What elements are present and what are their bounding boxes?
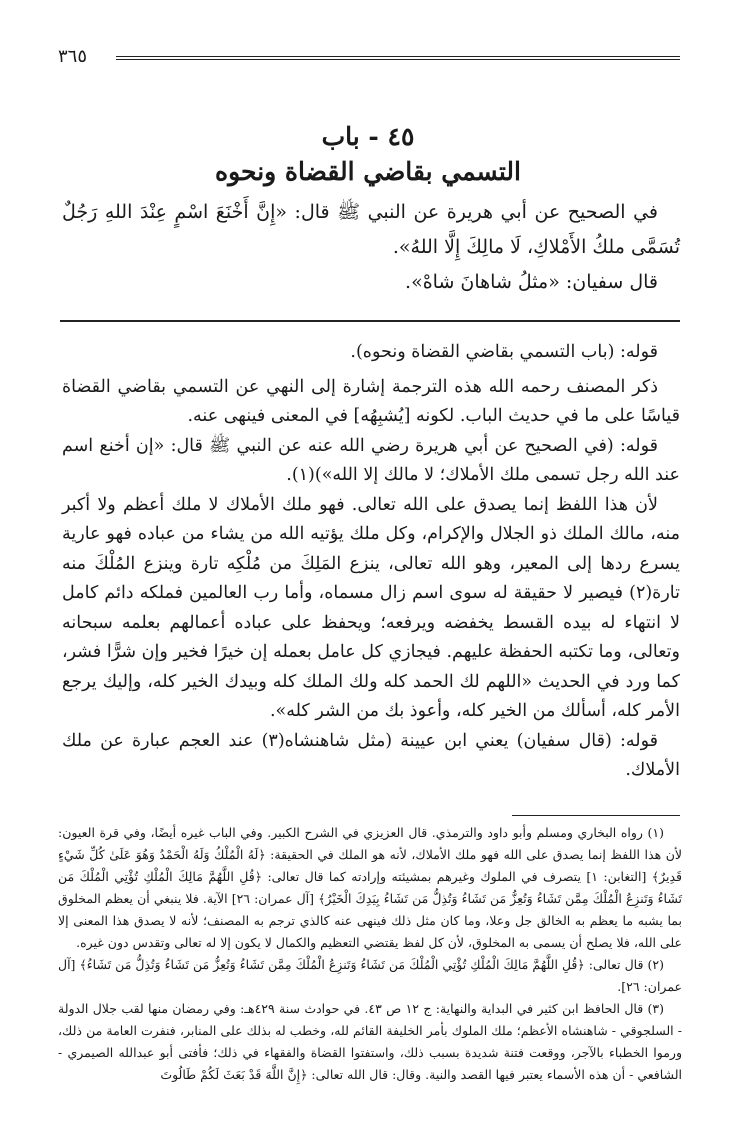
footnote-rule xyxy=(512,815,680,816)
footnotes xyxy=(58,822,682,1086)
commentary-paragraph-2: ذكر المصنف رحمه الله هذه الترجمة إشارة إلى النهي عن التسمي بقاضي القضاة قياسًا على ما في حديث الباب. لكونه [يُشبِهُه] في المعنى فينهى عنه. xyxy=(62,376,680,426)
footnote-2: (٢) قال تعالى: ﴿قُلِ اللَّهُمَّ مَالِكَ الْمُلْكِ تُؤْتِي الْمُلْكَ مَن تَشَاءُ وَتَنزِعُ الْمُلْكَ مِمَّن تَشَاءُ وَتُعِزُّ مَن تَشَاءُ وَتُذِلُّ مَن تَشَاءُ﴾ [آل عمران: ٢٦]. xyxy=(58,957,682,994)
chapter-title: التسمي بقاضي القضاة ونحوه xyxy=(215,157,521,186)
footnote-1: (١) رواه البخاري ومسلم وأبو داود والترمذي. قال العزيزي في الشرح الكبير. وفي الباب غيره أيضًا، وفي قرة العيون: لأن هذا اللفظ إنما يصدق على الله فهو ملك الأملاك، لأنه هو الملك في الحقيقة: ﴿لَهُ الْمُلْكُ وَلَهُ الْحَمْدُ وَهُوَ عَلَىٰ كُلِّ شَيْءٍ قَدِيرٌ﴾ [التغابن: ١] يتصرف في الملوك وغيرهم بمشيئته وإرادته كما قال تعالى: ﴿قُلِ اللَّهُمَّ مَالِكَ الْمُلْكِ تُؤْتِي الْمُلْكَ مَن تَشَاءُ وَتَنزِعُ الْمُلْكَ مِمَّن تَشَاءُ وَتُعِزُّ مَن تَشَاءُ وَتُذِلُّ مَن تَشَاءُ بِيَدِكَ الْخَيْرُ﴾ [آل عمران: ٢٦] الآية. فلا ينبغي أن يعظم المخلوق بما يشبه ما يعظم به الخالق جل وعلا، وما كان مثل ذلك فينهى عنه كالذي ترجم به المصنف؛ لأنه لا يصدق هذا المعنى إلا على الله، فلا يصلح أن يسمى به المخلوق، لأن كل لفظ يقتضي التعظيم والكمال لا يكون إلا له تعالى وتقدس دون غيره. xyxy=(58,825,682,950)
page-number: ٣٦٥ xyxy=(58,46,88,67)
commentary-paragraph-4: لأن هذا اللفظ إنما يصدق على الله تعالى. فهو ملك الأملاك لا ملك أعظم ولا أكبر منه، مالك الملك ذو الجلال والإكرام، وكل ملك يؤتيه الله من يشاء من عباده فهو عارية يسرع ردها إلى المعير، وهو الله تعالى، ينزع المَلِكَ من مُلْكِه تارة وينزع المُلْكَ منه تارة(٢) فيصير لا حقيقة له سوى اسم زال مسماه، وأما رب العالمين فملكه دائم كامل لا انتهاء له بيده القسط يخفضه ويرفعه؛ ويحفظ على عباده أعمالهم بعلمه سبحانه وتعالى، وما تكتبه الحفظة عليهم. فيجازي كل عامل بعمله إن خيرًا فخير وإن شرًّا فشر، كما ورد في الحديث «اللهم لك الحمد كله ولك الملك كله وبيدك الخير كله، وإليك يرجع الأمر كله، أسألك من الخير كله، وأعوذ بك من الشر كله». xyxy=(62,494,680,721)
footnote-3: (٣) قال الحافظ ابن كثير في البداية والنهاية: ج ١٢ ص ٤٣. في حوادث سنة ٤٢٩هـ: وفي رمضان منها لقب جلال الدولة - السلجوقي - شاهنشاه الأعظم؛ ملك الملوك بأمر الخليفة القائم لله، وخطب له بذلك على المنابر، فنفرت العامة من ذلك، ورموا الخطباء بالآجر، ووقعت فتنة شديدة بسبب ذلك، واستفتوا القضاة والفقهاء في ذلك؛ فأفتى أبو عبدالله الصيمري - الشافعي - أن هذه الأسماء يعتبر فيها القصد والنية. وقال: قال الله تعالى: ﴿إِنَّ اللَّهَ قَدْ بَعَثَ لَكُمْ طَالُوتَ xyxy=(58,1001,682,1082)
running-header xyxy=(58,46,680,70)
section-divider xyxy=(60,320,680,322)
commentary xyxy=(62,338,680,786)
commentary-paragraph-5: قوله: (قال سفيان) يعني ابن عيينة (مثل شاهنشاه(٣) عند العجم عبارة عن ملك الأملاك. xyxy=(62,730,680,780)
main-sufyan-paragraph: قال سفيان: «مثلُ شاهانَ شاهْ». xyxy=(405,271,658,293)
header-rule xyxy=(116,56,680,60)
main-hadith-paragraph: في الصحيح عن أبي هريرة عن النبي ﷺ قال: «إِنَّ أَخْنَعَ اسْمٍ عِنْدَ اللهِ رَجُلٌ تُسَمَّى ملكُ الأَمْلاكِ، لَا مالِكَ إِلَّا اللهُ». xyxy=(62,201,680,258)
commentary-paragraph-3: قوله: (في الصحيح عن أبي هريرة رضي الله عنه عن النبي ﷺ قال: «إن أخنع اسم عند الله رجل تسمى ملك الأملاك؛ لا مالك إلا الله»)(١). xyxy=(62,435,680,485)
main-text xyxy=(62,195,680,300)
chapter-number: ٤٥ - باب xyxy=(321,122,415,151)
commentary-paragraph-1: قوله: (باب التسمي بقاضي القضاة ونحوه). xyxy=(350,342,658,362)
